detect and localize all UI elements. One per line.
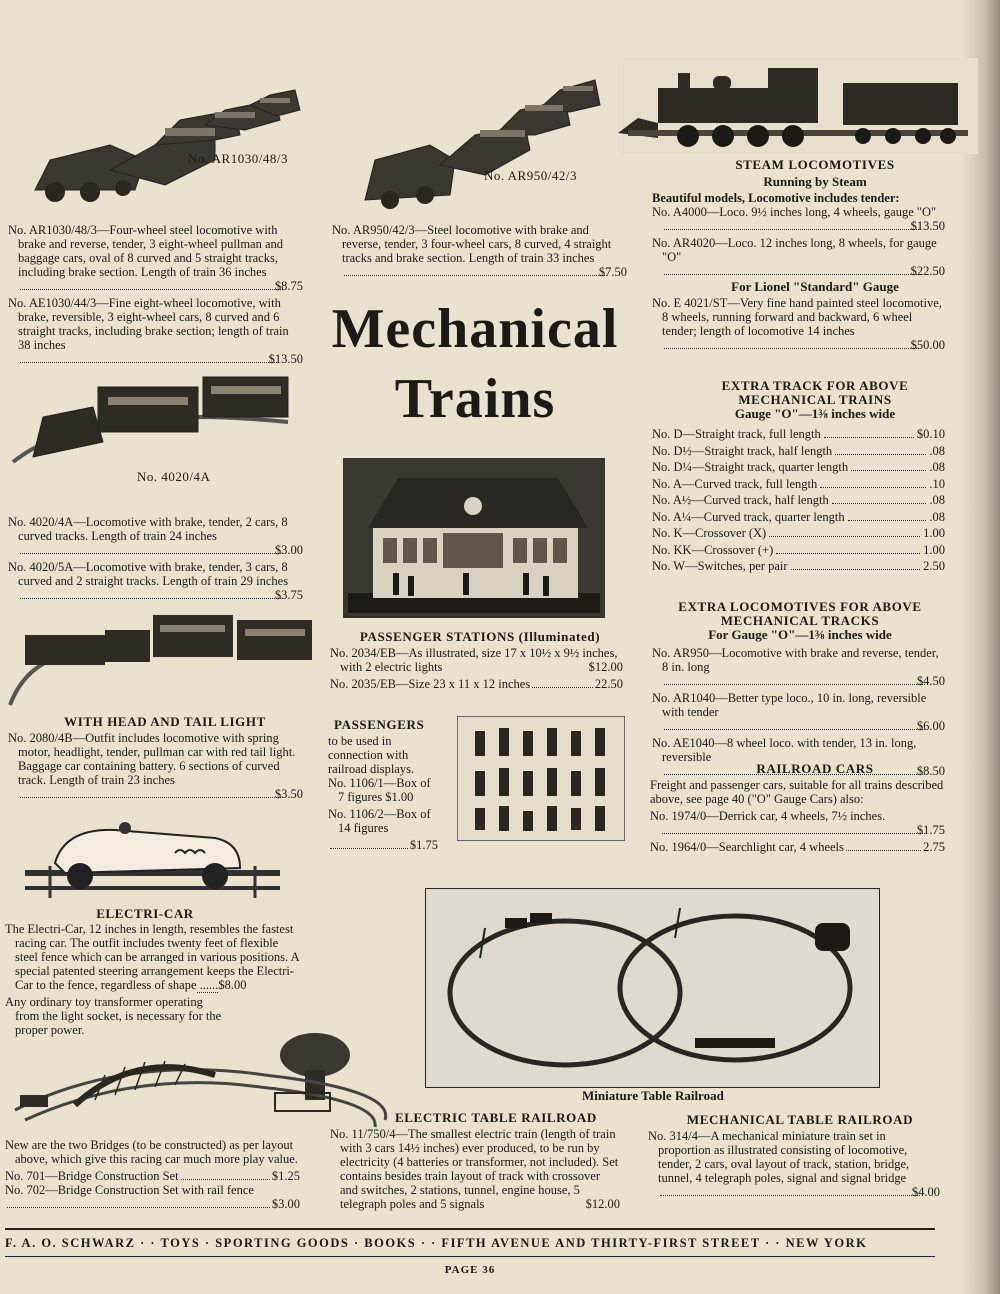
listing-a4000-price: $13.50 [910,219,945,233]
page-number: PAGE 36 [444,1264,496,1276]
track-row: No. K—Crossover (X) 1.00 [652,526,945,540]
bridges-text: New are the two Bridges (to be constructed) as per layout above, which give this racing car much more play value. [5,1138,298,1166]
extra-track-line-1: EXTRA TRACK FOR ABOVE [721,378,909,393]
listing-4020-4a-text: No. 4020/4A—Locomotive with brake, tender, 2 cars, 8 curved tracks. Length of train 24 inches [8,515,288,543]
electri-car-illustration [25,818,280,903]
track-row: No. A—Curved track, full length .10 [652,476,945,491]
passengers-block [328,734,438,852]
passenger-figures-illustration [457,716,625,841]
listing-ar950-price: $7.50 [598,265,627,279]
listing-ar1040-price: $6.00 [916,719,945,733]
listing-1964-text: No. 1964/0—Searchlight car, 4 wheels [650,840,844,854]
listing-701 [5,1169,300,1183]
caption-steam-locomotives: STEAM LOCOMOTIVES [735,157,895,172]
listing-ar950-loco-text: No. AR950—Locomotive with brake and reverse, tender, 8 in. long [652,646,939,674]
track-row: No. W—Switches, per pair 2.50 [652,559,945,573]
listing-e4021-price: $50.00 [910,338,945,352]
listing-2035-price: 22.50 [594,677,623,691]
listing-702-text: No. 702—Bridge Construction Set with rail fence [5,1183,254,1197]
listing-4020-5a-price: $3.75 [274,588,303,602]
caption-running-by-steam: Running by Steam [763,174,867,189]
listing-a4000-text: No. A4000—Loco. 9½ inches long, 4 wheels, gauge "O" [652,205,937,219]
listing-2034-price: $12.00 [588,660,623,674]
caption-extra-locomotives [660,600,940,642]
footer-text: F. A. O. SCHWARZ · · TOYS · SPORTING GOODS · BOOKS · · FIFTH AVENUE AND THIRTY-FIRST STREET · · NEW YORK [5,1236,868,1250]
listing-electricar-price: $8.00 [218,978,247,992]
listing-11-750-4-text: No. 11/750/4—The smallest electric train (length of train with 3 cars 14½ inches) ever produced, to be run by electricity (4 batteries or transformer, not included). Set contains besides train layout of track with crossover and switches, 2 stations, tunnel, engine house, 5 telegraph poles and 5 signals [330,1127,619,1211]
track-row: No. D½—Straight track, half length .08 [652,443,945,458]
steam-listings [652,191,945,281]
listing-ar1040 [652,691,945,733]
listing-11-750-4 [330,1127,620,1214]
listing-ar1030 [8,223,303,293]
caption-ar1030: No. AR1030/48/3 [188,151,288,166]
listing-1964 [650,840,945,854]
listing-314-4-price: $4.00 [911,1185,940,1199]
listing-ar4020-price: $22.50 [910,264,945,278]
listing-ar1030-text: No. AR1030/48/3—Four-wheel steel locomotive with brake and reverse, tender, 3 eight-wheel pullman and baggage cars, oval of 8 curved and 5 straight tracks, including brake section. Length of train 36 inches [8,223,284,279]
footer-address [5,1236,935,1251]
headline-trains: Trains [394,368,556,430]
listing-1106-2-price: $1.75 [409,838,438,852]
extra-loco-line-3: For Gauge "O"—1⅜ inches wide [708,627,892,642]
left-column-top [8,223,303,369]
listing-4020-5a-text: No. 4020/5A—Locomotive with brake, tender, 3 cars, 8 curved and 2 straight tracks. Length of train 29 inches [8,560,289,588]
listing-e4021 [652,296,945,355]
steam-locomotive-illustration [618,58,978,154]
listing-2034-text: No. 2034/EB—As illustrated, size 17 x 10½ x 9½ inches, with 2 electric lights [330,646,618,674]
railroad-cars-text: Freight and passenger cars, suitable for all trains described above, see page 40 ("O" Gauge Cars) also: [650,778,944,806]
listing-ar4020 [652,236,945,278]
bridge-layout-illustration [5,1015,405,1130]
extra-loco-line-2: MECHANICAL TRACKS [720,613,880,628]
listing-1106-2-text: No. 1106/2—Box of 14 figures [328,807,431,835]
caption-passenger-stations: PASSENGER STATIONS (Illuminated) [359,629,601,644]
listing-e4021-text: No. E 4021/ST—Very fine hand painted steel locomotive, 8 wheels, running forward and backward, 6 wheel tender; length of locomotive 14 inches [652,296,942,338]
left-column-bridges [5,1138,300,1211]
caption-railroad-cars: RAILROAD CARS [756,761,874,776]
track-list [652,426,945,575]
listing-ar1030-price: $8.75 [274,279,303,293]
left-column-4020 [8,515,303,605]
listing-1974 [650,809,945,837]
caption-ar950: No. AR950/42/3 [484,168,577,183]
listing-ae1040-text: No. AE1040—8 wheel loco. with tender, 13 in. long, reversible [652,736,917,764]
listing-1106-1-text: No. 1106/1—Box of 7 figures [328,776,431,804]
caption-passengers: PASSENGERS [334,717,425,732]
listing-11-750-4-price: $12.00 [585,1197,620,1211]
caption-mechanical-table: MECHANICAL TABLE RAILROAD [686,1112,914,1127]
listing-ar1040-text: No. AR1040—Better type loco., 10 in. long, reversible with tender [652,691,927,719]
listing-ar950-text: No. AR950/42/3—Steel locomotive with brake and reverse, tender, 3 four-wheel cars, 8 curved, 4 straight tracks and brake section. Length of train 33 inches [332,223,612,265]
train-4020-illustration [8,362,293,472]
track-row: No. A¼—Curved track, quarter length .08 [652,509,945,524]
listing-702 [5,1183,300,1197]
listing-electricar: The Electri-Car, 12 inches in length, resembles the fastest racing car. The outfit includes twenty feet of flexible steel fence which can be arranged in various positions. A special patented steering arrangement keeps the Electri-Car to the fence, regardless of shape ......$8.00 Any ordinary toy transformer operating from the light socket, is necessary for the proper power. [5,922,299,1037]
listing-701-text: No. 701—Bridge Construction Set [5,1169,179,1183]
train-head-tail-light-illustration [5,605,315,710]
listing-1974-text: No. 1974/0—Derrick car, 4 wheels, 7½ inches. [650,809,886,823]
track-row: No. D¼—Straight track, quarter length .08 [652,460,945,474]
track-row: No. KK—Crossover (+) 1.00 [652,542,945,557]
listing-1106-2 [328,807,438,835]
listing-ar950-loco-price: $4.50 [916,674,945,688]
listing-2080-text: No. 2080/4B—Outfit includes locomotive with spring motor, headlight, tender, pullman car with red tail light. Baggage car containing battery. 6 sections of curved track. Length of train 23 inches [8,731,296,787]
page-edge-shadow [960,0,1000,1294]
extra-loco-line-1: EXTRA LOCOMOTIVES FOR ABOVE [678,599,922,614]
passenger-station-illustration [343,458,605,618]
caption-lionel: For Lionel "Standard" Gauge [731,279,899,294]
listing-314-4 [648,1129,940,1202]
listing-a4000 [652,205,945,233]
listing-702-price: $3.00 [271,1197,300,1211]
footer-rule-top [5,1228,935,1230]
listing-2035 [330,677,623,691]
electricar-note: Any ordinary toy transformer operating from the light socket, is necessary for the proper power. [5,995,222,1037]
train-ar1030-illustration [15,50,315,210]
extra-track-line-2: MECHANICAL TRAINS [738,392,892,407]
listing-1106-1 [328,776,438,804]
caption-miniature: Miniature Table Railroad [582,1088,724,1103]
listing-ar4020-text: No. AR4020—Loco. 12 inches long, 8 wheels, for gauge "O" [652,236,937,264]
listing-701-price: $1.25 [271,1169,300,1183]
train-ar950-illustration [345,50,615,210]
track-row: No. D—Straight track, full length $0.10 [652,427,945,441]
listing-2034 [330,646,623,674]
listing-2035-text: No. 2035/EB—Size 23 x 11 x 12 inches [330,677,531,691]
listing-1964-price: 2.75 [923,840,945,854]
railroad-cars-listings [650,778,945,854]
extra-track-line-3: Gauge "O"—1⅜ inches wide [734,406,896,421]
miniature-table-railroad-illustration [425,888,880,1088]
listing-4020-5a [8,560,303,602]
caption-electric-table: ELECTRIC TABLE RAILROAD [395,1110,597,1125]
listing-ae1040-price: $8.50 [916,764,945,778]
listing-1974-price: $1.75 [916,823,945,837]
listing-4020-4a-price: $3.00 [274,543,303,557]
listing-314-4-text: No. 314/4—A mechanical miniature train set in proportion as illustrated consisting of locomotive, tender, 2 cars, oval layout of track, station, bridge, tunnel, 4 telegraph poles, signal and signal bridge [648,1129,910,1185]
listing-electricar-text: The Electri-Car, 12 inches in length, resembles the fastest racing car. The outfit includes twenty feet of flexible steel fence which can be arranged in various positions. A special patented steering arrangement keeps the Electri-Car to the fence, regardless of shape [5,922,299,992]
listing-ae1030-text: No. AE1030/44/3—Fine eight-wheel locomotive, with brake, reversible, 3 eight-wheel cars, 8 curved and 6 straight tracks, including brake section; length of train 38 inches [8,296,289,352]
track-row: No. A½—Curved track, half length .08 [652,493,945,507]
headline-mechanical: Mechanical [331,298,619,360]
caption-head-tail: WITH HEAD AND TAIL LIGHT [64,714,266,729]
stations-listings [330,646,623,691]
caption-electricar: ELECTRI-CAR [96,906,194,921]
listing-ae1030-price: $13.50 [268,352,303,366]
caption-extra-track [690,379,940,421]
listing-ae1030 [8,296,303,366]
listing-4020-4a [8,515,303,557]
footer-rule-bottom [5,1256,935,1257]
steam-intro: Beautiful models, Locomotive includes tender: [652,191,900,205]
listing-ar950-loco [652,646,945,688]
listing-ar950 [332,223,627,282]
listing-2080-price: $3.50 [274,787,303,801]
caption-4020: No. 4020/4A [137,469,211,484]
listing-2080 [8,731,303,804]
listing-1106-1-price: $1.00 [385,790,414,804]
passengers-text: to be used in connection with railroad displays. [328,734,415,776]
